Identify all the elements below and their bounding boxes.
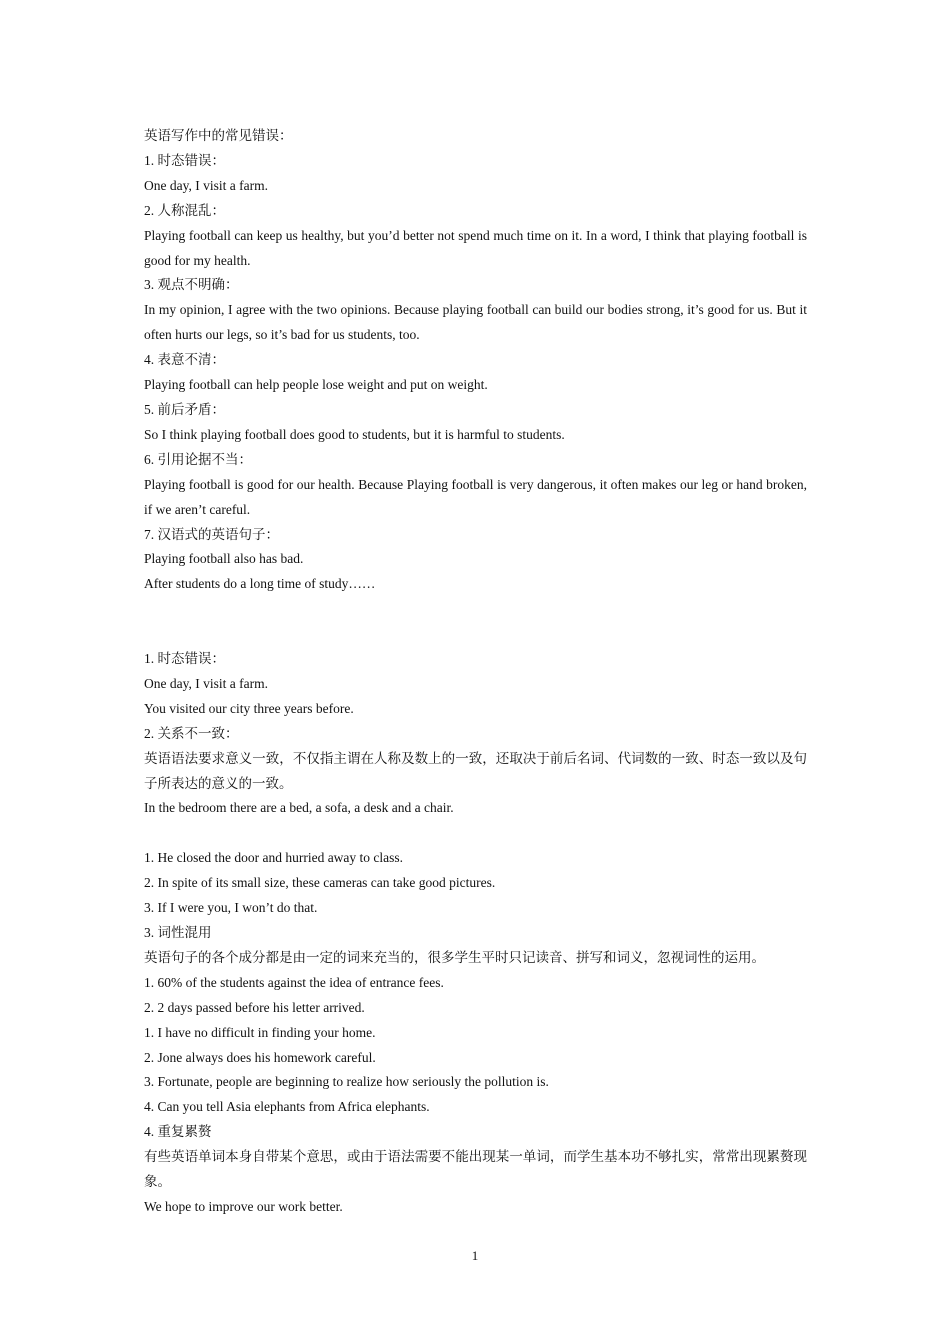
list-item: 1. He closed the door and hurried away to class. <box>144 850 404 866</box>
tense-example: You visited our city three years before. <box>144 700 354 716</box>
document-body <box>144 124 807 1220</box>
item-heading: 7. 汉语式的英语句子： <box>144 526 279 542</box>
item-example: Playing football can keep us healthy, but you’d better not spend much time on it. In a word, I think that playing football is good for my health. <box>144 227 807 268</box>
tense-example: One day, I visit a farm. <box>144 675 268 691</box>
item-heading: 5. 前后矛盾： <box>144 401 225 417</box>
list-item: 3. If I were you, I won’t do that. <box>144 900 318 916</box>
agreement-description: 英语语法要求意义一致，不仅指主谓在人称及数上的一致，还取决于前后名词、代词数的一致、时态一致以及句子所表达的意义的一致。 <box>144 750 807 791</box>
item-example: So I think playing football does good to students, but it is harmful to students. <box>144 426 565 442</box>
list-item: 4. Can you tell Asia elephants from Africa elephants. <box>144 1099 430 1115</box>
section-title: 英语写作中的常见错误： <box>144 128 293 143</box>
agreement-heading: 2. 关系不一致： <box>144 725 239 741</box>
spacer <box>144 597 807 647</box>
item-heading: 6. 引用论据不当： <box>144 451 252 467</box>
item-heading: 1. 时态错误： <box>144 152 225 168</box>
list-item: 2. Jone always does his homework careful. <box>144 1049 376 1065</box>
item-heading: 2. 人称混乱： <box>144 202 225 218</box>
redundancy-description: 有些英语单词本身自带某个意思，或由于语法需要不能出现某一单词，而学生基本功不够扎实，常常出现累赘现象。 <box>144 1149 807 1190</box>
list-item: 3. Fortunate, people are beginning to realize how seriously the pollution is. <box>144 1074 549 1090</box>
list-item: 1. I have no difficult in finding your home. <box>144 1024 376 1040</box>
tense-heading: 1. 时态错误： <box>144 651 225 667</box>
list-item: 2. 2 days passed before his letter arrived. <box>144 999 365 1015</box>
item-example: In my opinion, I agree with the two opinions. Because playing football can build our bodies strong, it’s good for us. But it often hurts our legs, so it’s bad for us students, too. <box>144 302 807 343</box>
page-number: 1 <box>471 1248 479 1263</box>
wordclass-description: 英语句子的各个成分都是由一定的词来充当的，很多学生平时只记读音、拼写和词义，忽视词性的运用。 <box>144 949 765 965</box>
item-heading: 3. 观点不明确： <box>144 277 239 293</box>
item-example: Playing football can help people lose weight and put on weight. <box>144 377 488 393</box>
list-item: 2. In spite of its small size, these cameras can take good pictures. <box>144 875 496 891</box>
redundancy-example: We hope to improve our work better. <box>144 1198 343 1214</box>
item-example: Playing football is good for our health. Because Playing football is very dangerous, it often makes our leg or hand broken, if we aren’t careful. <box>144 476 807 517</box>
item-example: Playing football also has bad. <box>144 551 304 567</box>
agreement-example: In the bedroom there are a bed, a sofa, a desk and a chair. <box>144 800 454 816</box>
redundancy-heading: 4. 重复累赘 <box>144 1124 212 1140</box>
list-item: 1. 60% of the students against the idea of entrance fees. <box>144 974 444 990</box>
spacer <box>144 821 807 846</box>
item-example: One day, I visit a farm. <box>144 177 268 193</box>
item-example: After students do a long time of study…… <box>144 576 376 592</box>
item-heading: 4. 表意不清： <box>144 352 225 368</box>
wordclass-heading: 3. 词性混用 <box>144 924 212 940</box>
